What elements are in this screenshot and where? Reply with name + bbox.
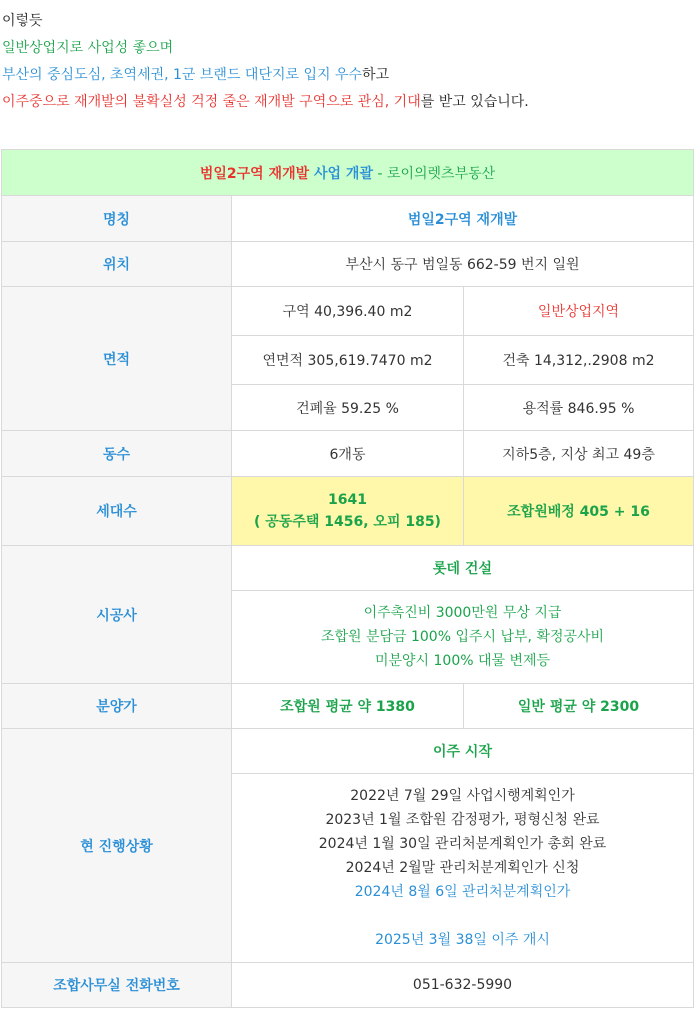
value-floors: 지하5층, 지상 최고 49층 <box>464 431 694 477</box>
label-phone: 조합사무실 전화번호 <box>2 963 232 1008</box>
value-far: 용적률 846.95 % <box>464 385 694 431</box>
value-building-count: 6개동 <box>232 431 464 477</box>
value-name: 범일2구역 재개발 <box>232 196 694 242</box>
row-buildings <box>2 431 694 477</box>
label-buildings: 동수 <box>2 431 232 477</box>
intro-line-3-highlight: 부산의 중심도심, 초역세권, 1군 브랜드 대단지로 입지 우수 <box>2 67 363 83</box>
intro-line-4 <box>2 89 695 116</box>
intro-line-3 <box>2 62 695 89</box>
label-progress: 현 진행상황 <box>2 729 232 963</box>
header-title-blue: 사업 개괄 <box>309 165 373 182</box>
table-header <box>2 150 694 196</box>
intro-text <box>0 0 695 116</box>
row-area-1 <box>2 287 694 336</box>
benefit-item: 조합원 분담금 100% 입주시 납부, 확정공사비 <box>320 629 605 645</box>
contractor-benefits <box>232 591 694 684</box>
row-progress-1 <box>2 729 694 774</box>
history-item: 2024년 1월 30일 관리처분계획인가 총회 완료 <box>318 836 607 852</box>
intro-line-1: 이렇듯 <box>2 13 43 29</box>
intro-line-3-tail: 하고 <box>362 67 390 83</box>
history-highlight: 2024년 8월 6일 관리처분계획인가 <box>354 884 571 900</box>
households-breakdown: ( 공동주택 1456, 오피 185) <box>254 514 441 530</box>
history-item: 2024년 2월말 관리처분계획인가 신청 <box>345 860 580 876</box>
label-area: 면적 <box>2 287 232 431</box>
households-total: 1641 <box>328 492 367 508</box>
value-floor-area: 연면적 305,619.7470 m2 <box>232 336 464 385</box>
value-member-price: 조합원 평균 약 1380 <box>232 684 464 729</box>
history-highlight: 2025년 3월 38일 이주 개시 <box>375 932 550 948</box>
row-households <box>2 477 694 546</box>
label-price: 분양가 <box>2 684 232 729</box>
value-zone-type: 일반상업지역 <box>464 287 694 336</box>
value-contractor: 롯데 건설 <box>232 546 694 591</box>
label-name: 명칭 <box>2 196 232 242</box>
history-item: 2022년 7월 29일 사업시행계획인가 <box>350 788 575 804</box>
label-contractor: 시공사 <box>2 546 232 684</box>
history-spacer <box>232 904 693 928</box>
row-price <box>2 684 694 729</box>
table-header-row <box>2 150 694 196</box>
value-phone: 051-632-5990 <box>232 963 694 1008</box>
label-location: 위치 <box>2 242 232 287</box>
header-title-red: 범일2구역 재개발 <box>199 165 310 182</box>
row-phone <box>2 963 694 1008</box>
intro-line-4-tail: 를 받고 있습니다. <box>420 94 529 110</box>
intro-line-2: 일반상업지로 사업성 좋으며 <box>2 40 174 56</box>
value-households <box>232 477 464 546</box>
value-member-alloc: 조합원배정 405 + 16 <box>464 477 694 546</box>
value-building-area: 건축 14,312,.2908 m2 <box>464 336 694 385</box>
value-zone-area: 구역 40,396.40 m2 <box>232 287 464 336</box>
header-suffix: - 로이의렛츠부동산 <box>373 165 496 182</box>
row-name <box>2 196 694 242</box>
benefit-item: 미분양시 100% 대물 변제등 <box>374 653 551 669</box>
history-item: 2023년 1월 조합원 감정평가, 평형신청 완료 <box>325 812 600 828</box>
intro-line-4-highlight: 이주중으로 재개발의 불확실성 걱정 줄은 재개발 구역으로 관심, 기대 <box>2 94 421 110</box>
value-progress-status: 이주 시작 <box>232 729 694 774</box>
value-coverage: 건폐율 59.25 % <box>232 385 464 431</box>
label-households: 세대수 <box>2 477 232 546</box>
benefit-item: 이주촉진비 3000만원 무상 지급 <box>363 605 562 621</box>
progress-history <box>232 774 694 963</box>
overview-table <box>1 149 694 1008</box>
value-general-price: 일반 평균 약 2300 <box>464 684 694 729</box>
row-contractor-1 <box>2 546 694 591</box>
row-location <box>2 242 694 287</box>
value-location: 부산시 동구 범일동 662-59 번지 일원 <box>232 242 694 287</box>
